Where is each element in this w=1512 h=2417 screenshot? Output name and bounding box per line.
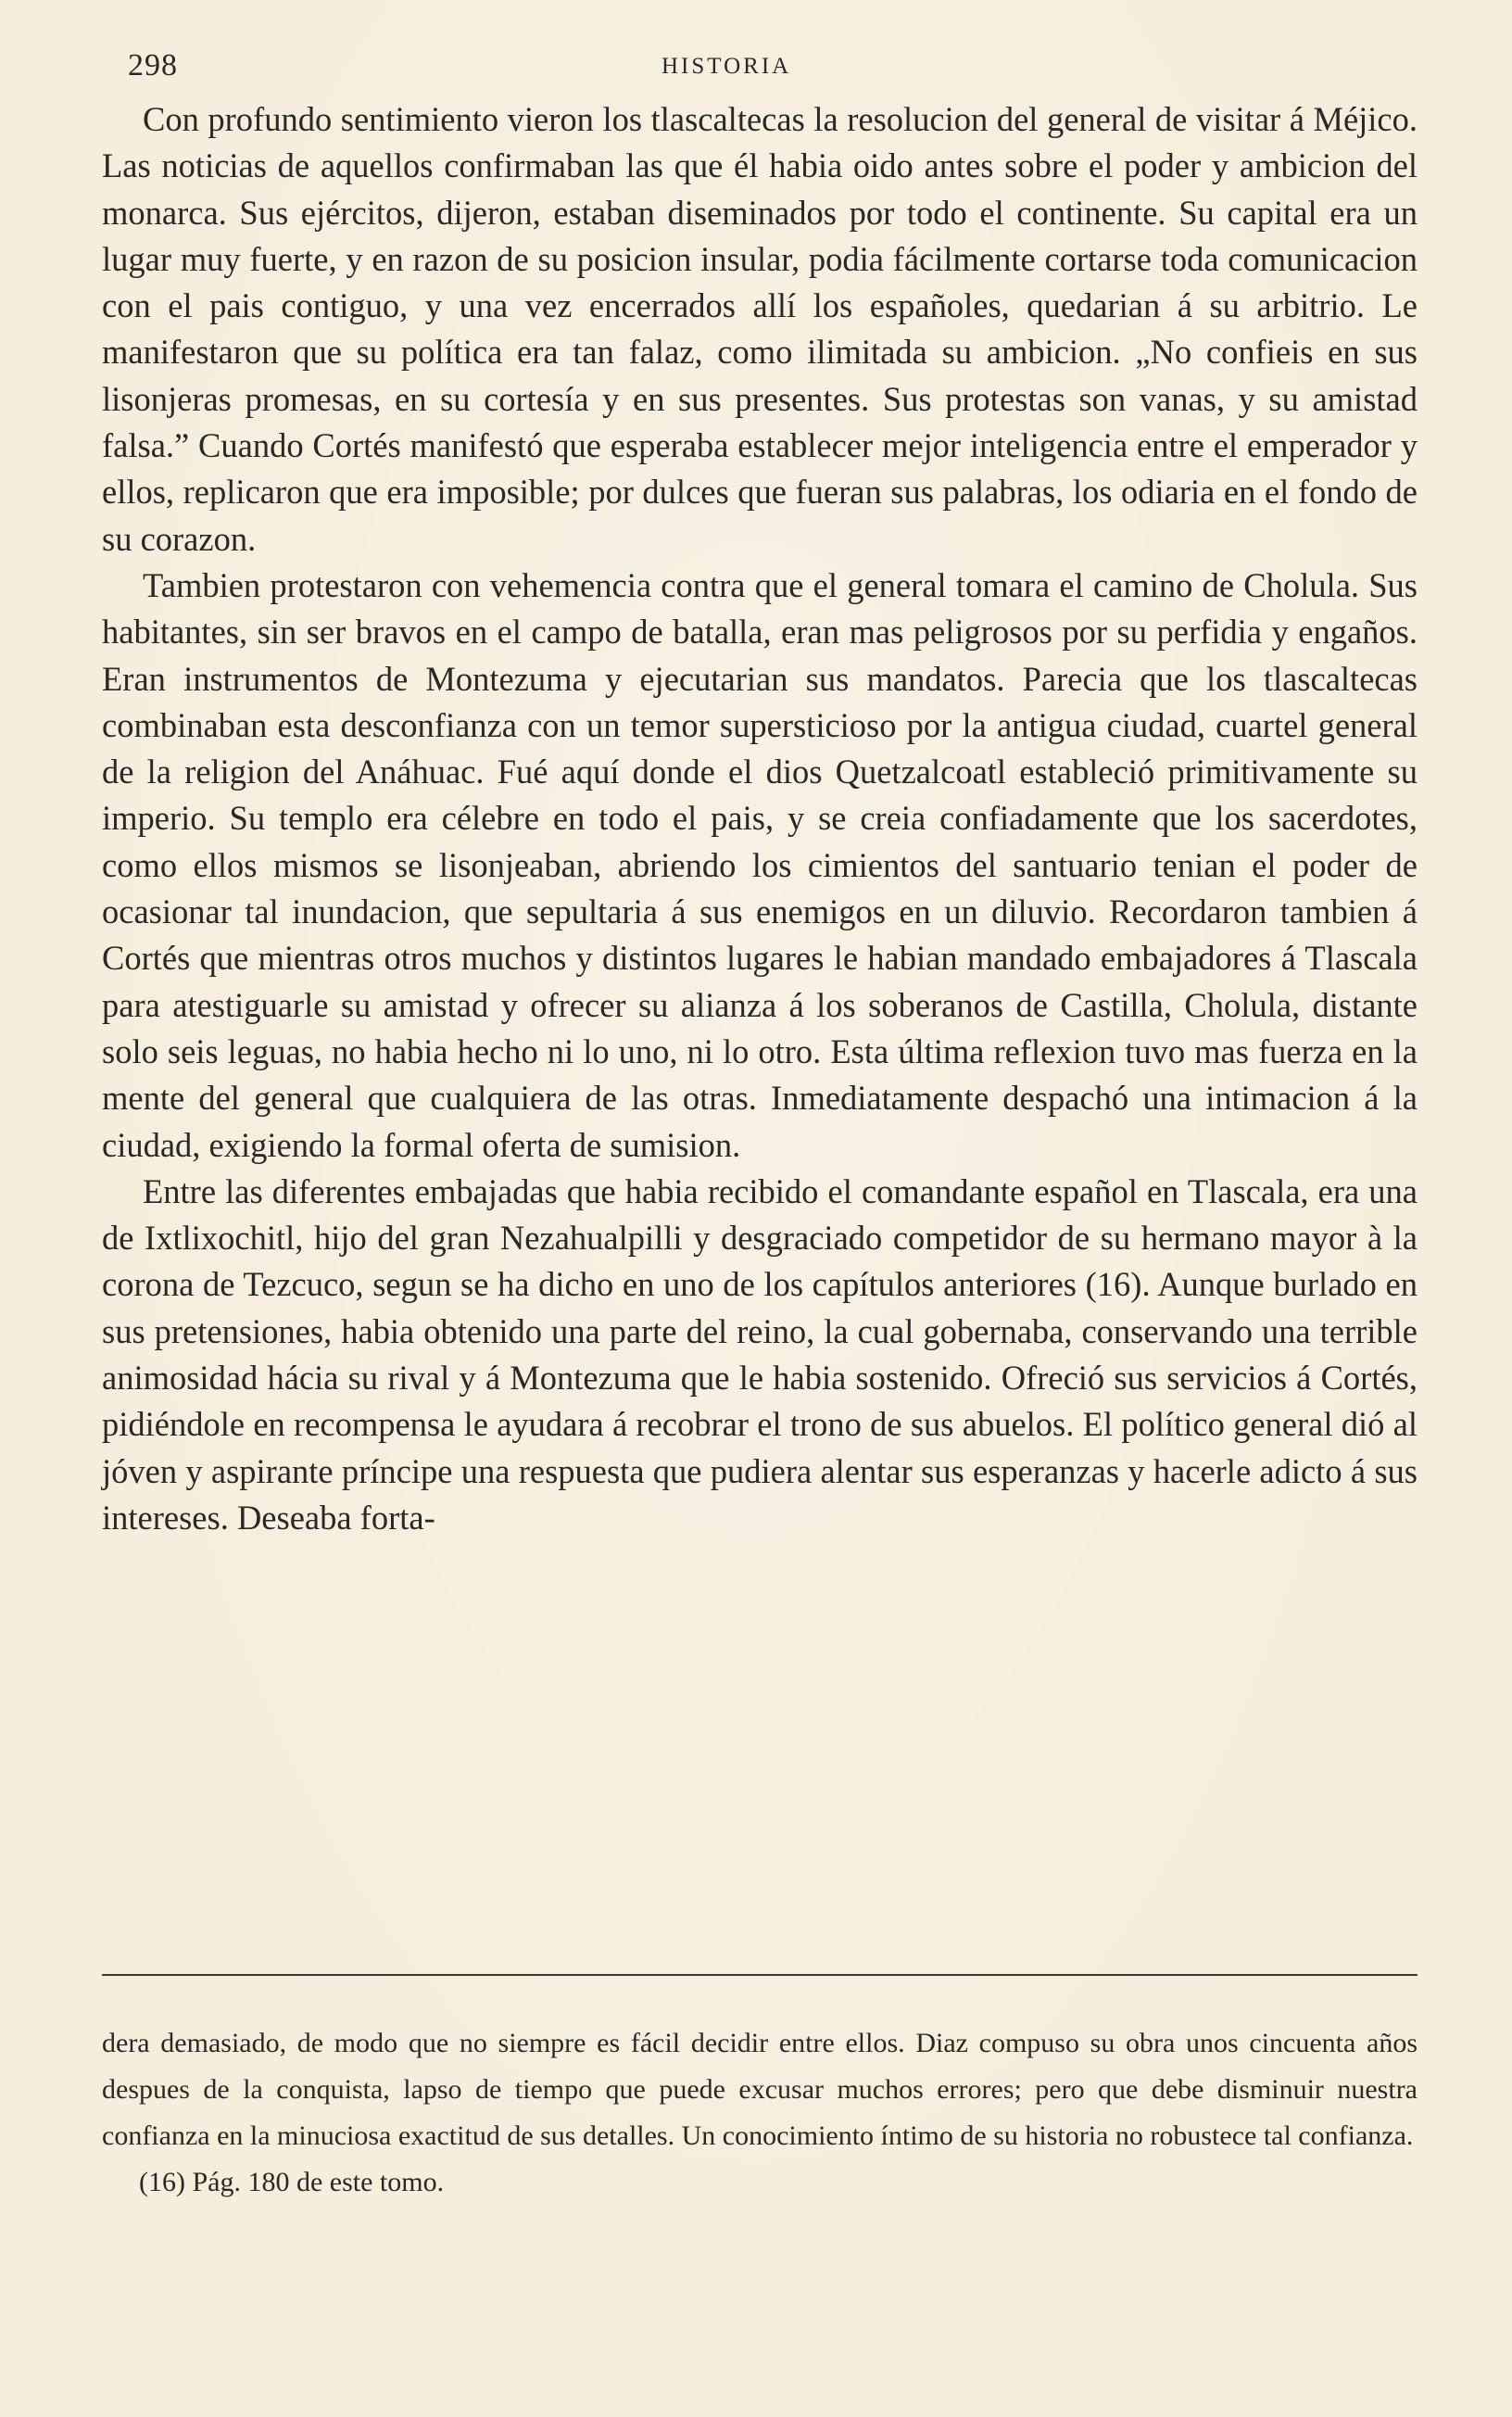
footnote-16: (16) Pág. 180 de este tomo.: [139, 2167, 445, 2197]
page-number: 298: [128, 48, 178, 82]
paragraph: Tambien protestaron con vehemencia contra que el general tomara el camino de Cholula. Sus habitantes, sin ser bravos en el campo de batalla, eran mas peligrosos por su perfidia y engaños. Eran instrumentos de Montezuma y ejecutarian sus mandatos. Parecia que los tlascaltecas combinaban esta desconfianza con un temor supersticioso por la antigua ciudad, cuartel general de la religion del Anáhuac. Fué aquí donde el dios Quetzalcoatl estableció primitivamente su imperio. Su templo era célebre en todo el pais, y se creia confiadamente que los sacerdotes, como ellos mismos se lisonjeaban, abriendo los cimientos del santuario tenian el poder de ocasionar tal inundacion, que sepultaria á sus enemigos en un diluvio. Recordaron tambien á Cortés que mientras otros muchos y distintos lugares le habian mandado embajadores á Tlascala para atestiguarle su amistad y ofrecer su alianza á los soberanos de Castilla, Cholula, distante solo seis leguas, no habia hecho ni lo uno, ni lo otro. Esta última reflexion tuvo mas fuerza en la mente del general que cualquiera de las otras. Inmediatamente despachó una intimacion á la ciudad, exigiendo la formal oferta de sumision.: [102, 565, 1418, 1164]
footnote-continuation: dera demasiado, de modo que no siempre es fácil decidir entre ellos. Diaz compuso su obra unos cincuenta años despues de la conquista, lapso de tiempo que puede excusar muchos errores; pero que debe disminuir nuestra confianza en la minuciosa exactitud de sus detalles. Un conocimiento íntimo de su historia no robustece tal confianza.: [102, 2028, 1418, 2151]
main-text: [102, 96, 1418, 1541]
footnote-divider: [102, 1974, 1418, 1976]
footnotes: [102, 2020, 1418, 2206]
paragraph: Entre las diferentes embajadas que habia recibido el comandante español en Tlascala, era una de Ixtlixochitl, hijo del gran Nezahualpilli y desgraciado competidor de su hermano mayor à la corona de Tezcuco, segun se ha dicho en uno de los capítulos anteriores (16). Aunque burlado en sus pretensiones, habia obtenido una parte del reino, la cual gobernaba, conservando una terrible animosidad hácia su rival y á Montezuma que le habia sostenido. Ofreció sus servicios á Cortés, pidiéndole en recompensa le ayudara á recobrar el trono de sus abuelos. El político general dió al jóven y aspirante príncipe una respuesta que pudiera alentar sus esperanzas y hacerle adicto á sus intereses. Deseaba forta-: [102, 1171, 1418, 1537]
running-title: HISTORIA: [662, 54, 792, 79]
running-head: [128, 48, 1418, 85]
paragraph: Con profundo sentimiento vieron los tlascaltecas la resolucion del general de visitar á Méjico. Las noticias de aquellos confirmaban las que él habia oido antes sobre el poder y ambicion del monarca. Sus ejércitos, dijeron, estaban diseminados por todo el continente. Su capital era un lugar muy fuerte, y en razon de su posicion insular, podia fácilmente cortarse toda comunicacion con el pais contiguo, y una vez encerrados allí los españoles, quedarian á su arbitrio. Le manifestaron que su política era tan falaz, como ilimitada su ambicion. „No confieis en sus lisonjeras promesas, en su cortesía y en sus presentes. Sus protestas son vanas, y su amistad falsa.” Cuando Cortés manifestó que esperaba establecer mejor inteligencia entre el emperador y ellos, replicaron que era imposible; por dulces que fueran sus palabras, los odiaria en el fondo de su corazon.: [102, 100, 1418, 558]
